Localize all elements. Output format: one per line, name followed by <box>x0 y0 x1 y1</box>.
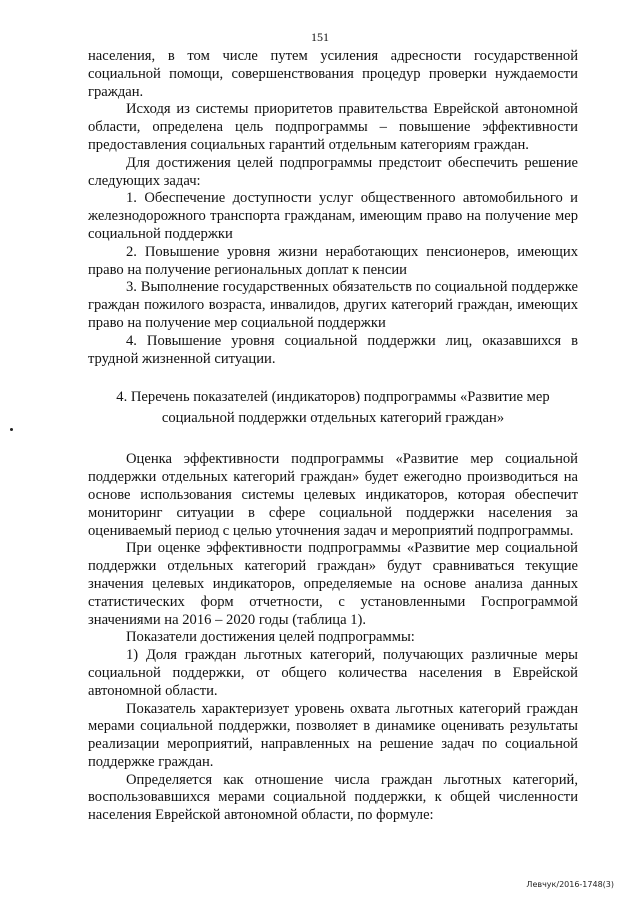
paragraph: 2. Повышение уровня жизни неработающих пенсионеров, имеющих право на получение региональных доплат к пенсии <box>88 243 578 278</box>
paragraph: населения, в том числе путем усиления адресности государственной социальной помощи, совершенствования процедур проверки нуждаемости граждан. <box>88 48 578 100</box>
section-heading-line-2: социальной поддержки отдельных категорий граждан» <box>161 410 505 427</box>
paragraph-group-top <box>88 48 578 368</box>
paragraph: Для достижения целей подпрограммы предстоит обеспечить решение следующих задач: <box>88 154 578 189</box>
paragraph: 1) Доля граждан льготных категорий, получающих различные меры социальной поддержки, от общего количества населения в Еврейской автономной области. <box>88 647 578 699</box>
paragraph: 3. Выполнение государственных обязательств по социальной поддержке граждан пожилого возраста, инвалидов, других категорий граждан, имеющих право на получение мер социальной поддержки <box>88 279 578 331</box>
document-body <box>88 48 578 825</box>
footer-code: Левчук/2016-1748(3) <box>526 880 614 889</box>
section-heading-line-1: 4. Перечень показателей (индикаторов) подпрограммы «Развитие мер <box>116 389 550 406</box>
page-number: 151 <box>311 30 329 44</box>
paragraph-group-bottom <box>88 451 578 825</box>
margin-dot <box>10 428 13 431</box>
paragraph: Исходя из системы приоритетов правительства Еврейской автономной области, определена цель подпрограммы – повышение эффективности предоставления социальных гарантий отдельным категориям граждан. <box>88 101 578 153</box>
section-heading <box>88 387 578 429</box>
paragraph: Оценка эффективности подпрограммы «Развитие мер социальной поддержки отдельных категорий граждан» будет ежегодно производиться на основе использования системы целевых индикаторов, которая обеспечит мониторинг ситуации в сфере социальной поддержки населения за оцениваемый период с целью уточнения задач и мероприятий подпрограммы. <box>88 451 578 539</box>
paragraph: 1. Обеспечение доступности услуг общественного автомобильного и железнодорожного транспорта гражданам, имеющим право на получение мер социальной поддержки <box>88 190 578 242</box>
paragraph: Определяется как отношение числа граждан льготных категорий, воспользовавшихся мерами социальной поддержки, к общей численности населения Еврейской автономной области, по формуле: <box>88 771 578 824</box>
paragraph: При оценке эффективности подпрограммы «Развитие мер социальной поддержки отдельных категорий граждан» будут сравниваться текущие значения целевых индикаторов, определяемые на основе анализа данных статистических форм отчетности, с установленными Госпрограммой значениями на 2016 – 2020 годы (таблица 1). <box>88 540 578 628</box>
paragraph: Показатели достижения целей подпрограммы: <box>126 629 415 646</box>
paragraph: 4. Повышение уровня социальной поддержки лиц, оказавшихся в трудной жизненной ситуации. <box>88 332 578 367</box>
paragraph: Показатель характеризует уровень охвата льготных категорий граждан мерами социальной поддержки, позволяет в динамике оценивать результаты реализации мероприятий, направленных на решение задач по социальной поддержке граждан. <box>88 700 578 770</box>
